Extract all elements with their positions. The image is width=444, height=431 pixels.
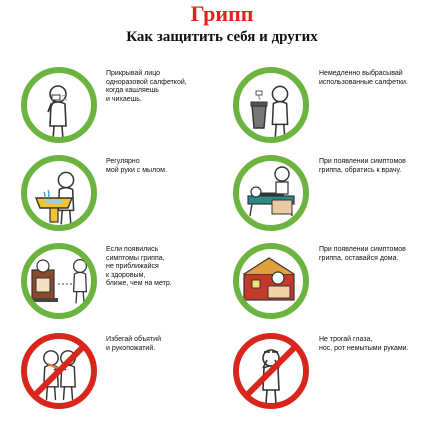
advice-caption: При появлении симптомов гриппа, обратись к врачу. [319,158,406,174]
advice-caption: Прикрывай лицо одноразовой салфеткой, когда кашляешь и чихаешь. [106,70,187,103]
advice-caption: Избегай объятий и рукопожатий. [106,336,161,352]
advice-caption: Немедленно выбрасывай использованные салфетки. [319,70,408,86]
advice-card [222,240,444,335]
wash-hands-icon [18,152,100,234]
advice-card [222,330,444,425]
stay-home-icon [230,240,312,322]
no-touch-face-icon [230,330,312,412]
advice-card [0,152,222,247]
advice-caption: Не трогай глаза, нос, рот немытыми руками. [319,336,409,352]
advice-card [222,64,444,159]
cover-mouth-icon [18,64,100,146]
no-hug-icon [18,330,100,412]
advice-caption: При появлении симптомов гриппа, оставайся дома. [319,246,406,262]
advice-card [222,152,444,247]
doctor-icon [230,152,312,234]
poster-subtitle: Как защитить себя и других [126,29,318,45]
poster-title: Грипп [190,1,254,26]
advice-card [0,64,222,159]
trash-bin-icon [230,64,312,146]
advice-card [0,330,222,425]
advice-caption: Если появились симптомы гриппа, не приближайся к здоровым, ближе, чем на метр. [106,246,172,288]
advice-card [0,240,222,335]
advice-caption: Регулярно мой руки с мылом. [106,158,167,174]
keep-distance-icon [18,240,100,322]
